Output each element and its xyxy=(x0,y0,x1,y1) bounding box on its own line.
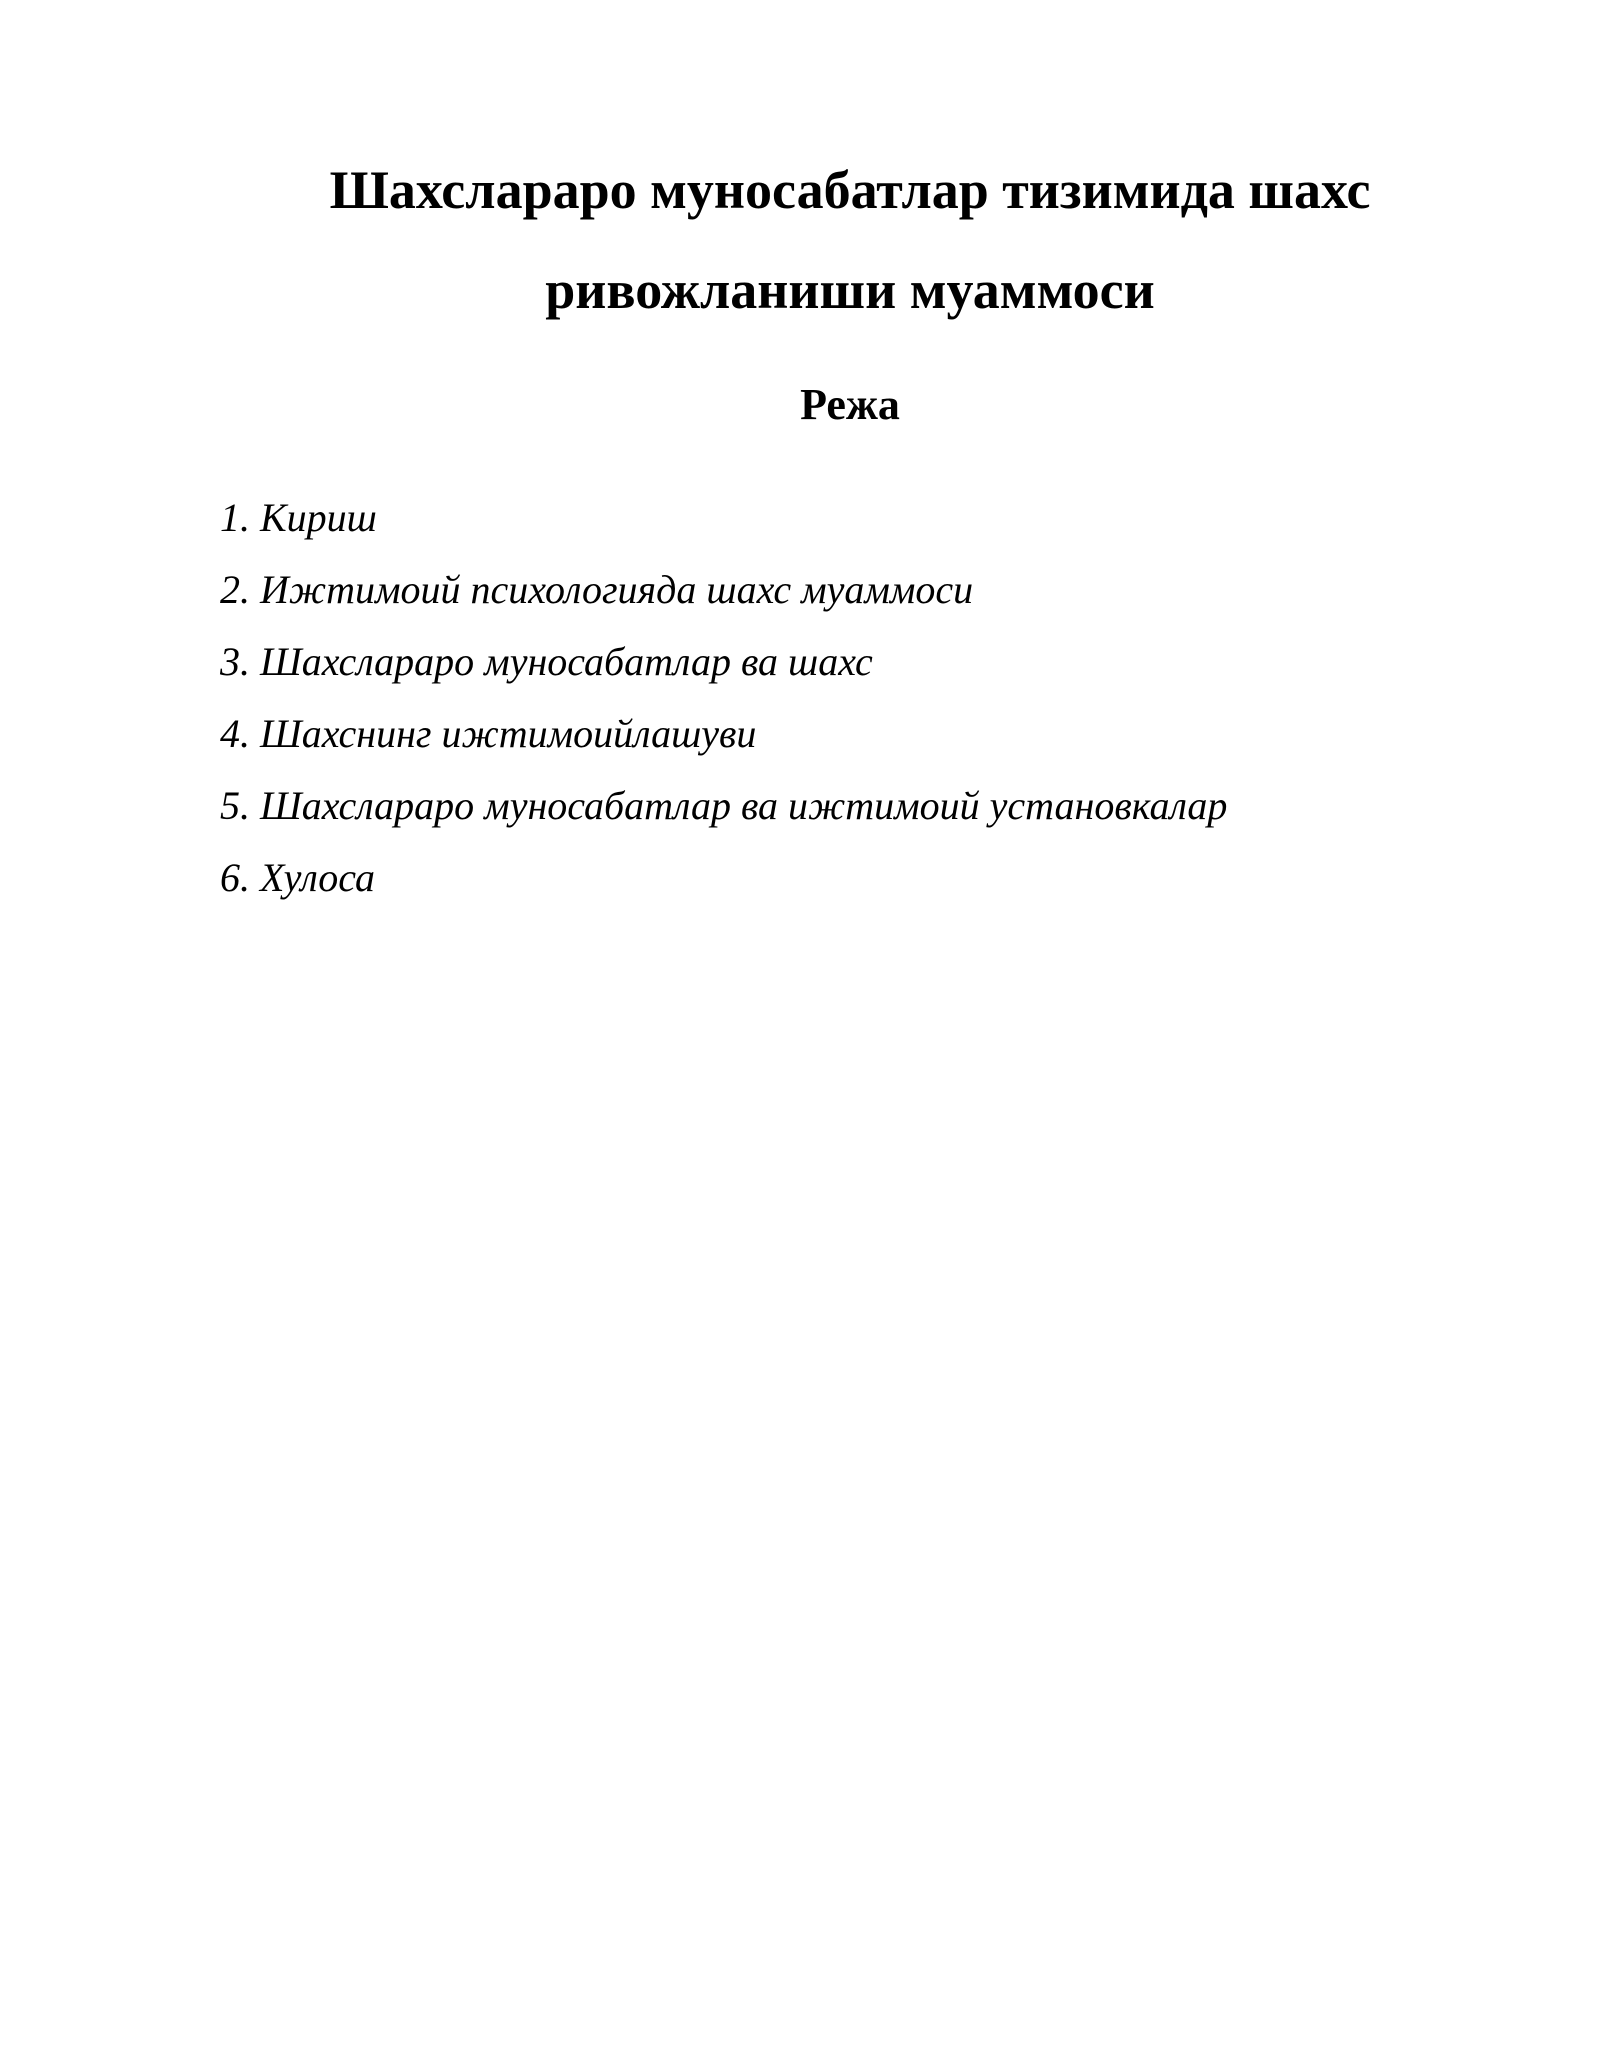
title-line-2: ривожланиши муаммоси xyxy=(545,260,1155,320)
plan-item-social-psychology: 2. Ижтимоий психологияда шахс муаммоси xyxy=(220,567,974,612)
plan-item-socialization: 4. Шахснинг ижтимоийлашуви xyxy=(220,711,757,756)
document-title xyxy=(200,140,1500,340)
plan-item-conclusion: 6. Хулоса xyxy=(220,855,375,900)
plan-list xyxy=(220,482,1227,914)
plan-heading: Режа xyxy=(800,380,900,429)
plan-item-social-attitudes: 5. Шахслараро муносабатлар ва ижтимоий установкалар xyxy=(220,783,1228,828)
plan-item-intro: 1. Кириш xyxy=(220,495,377,540)
plan-item-interpersonal-relations: 3. Шахслараро муносабатлар ва шахс xyxy=(220,639,873,684)
title-line-1: Шахслараро муносабатлар тизимида шахс xyxy=(329,160,1371,220)
